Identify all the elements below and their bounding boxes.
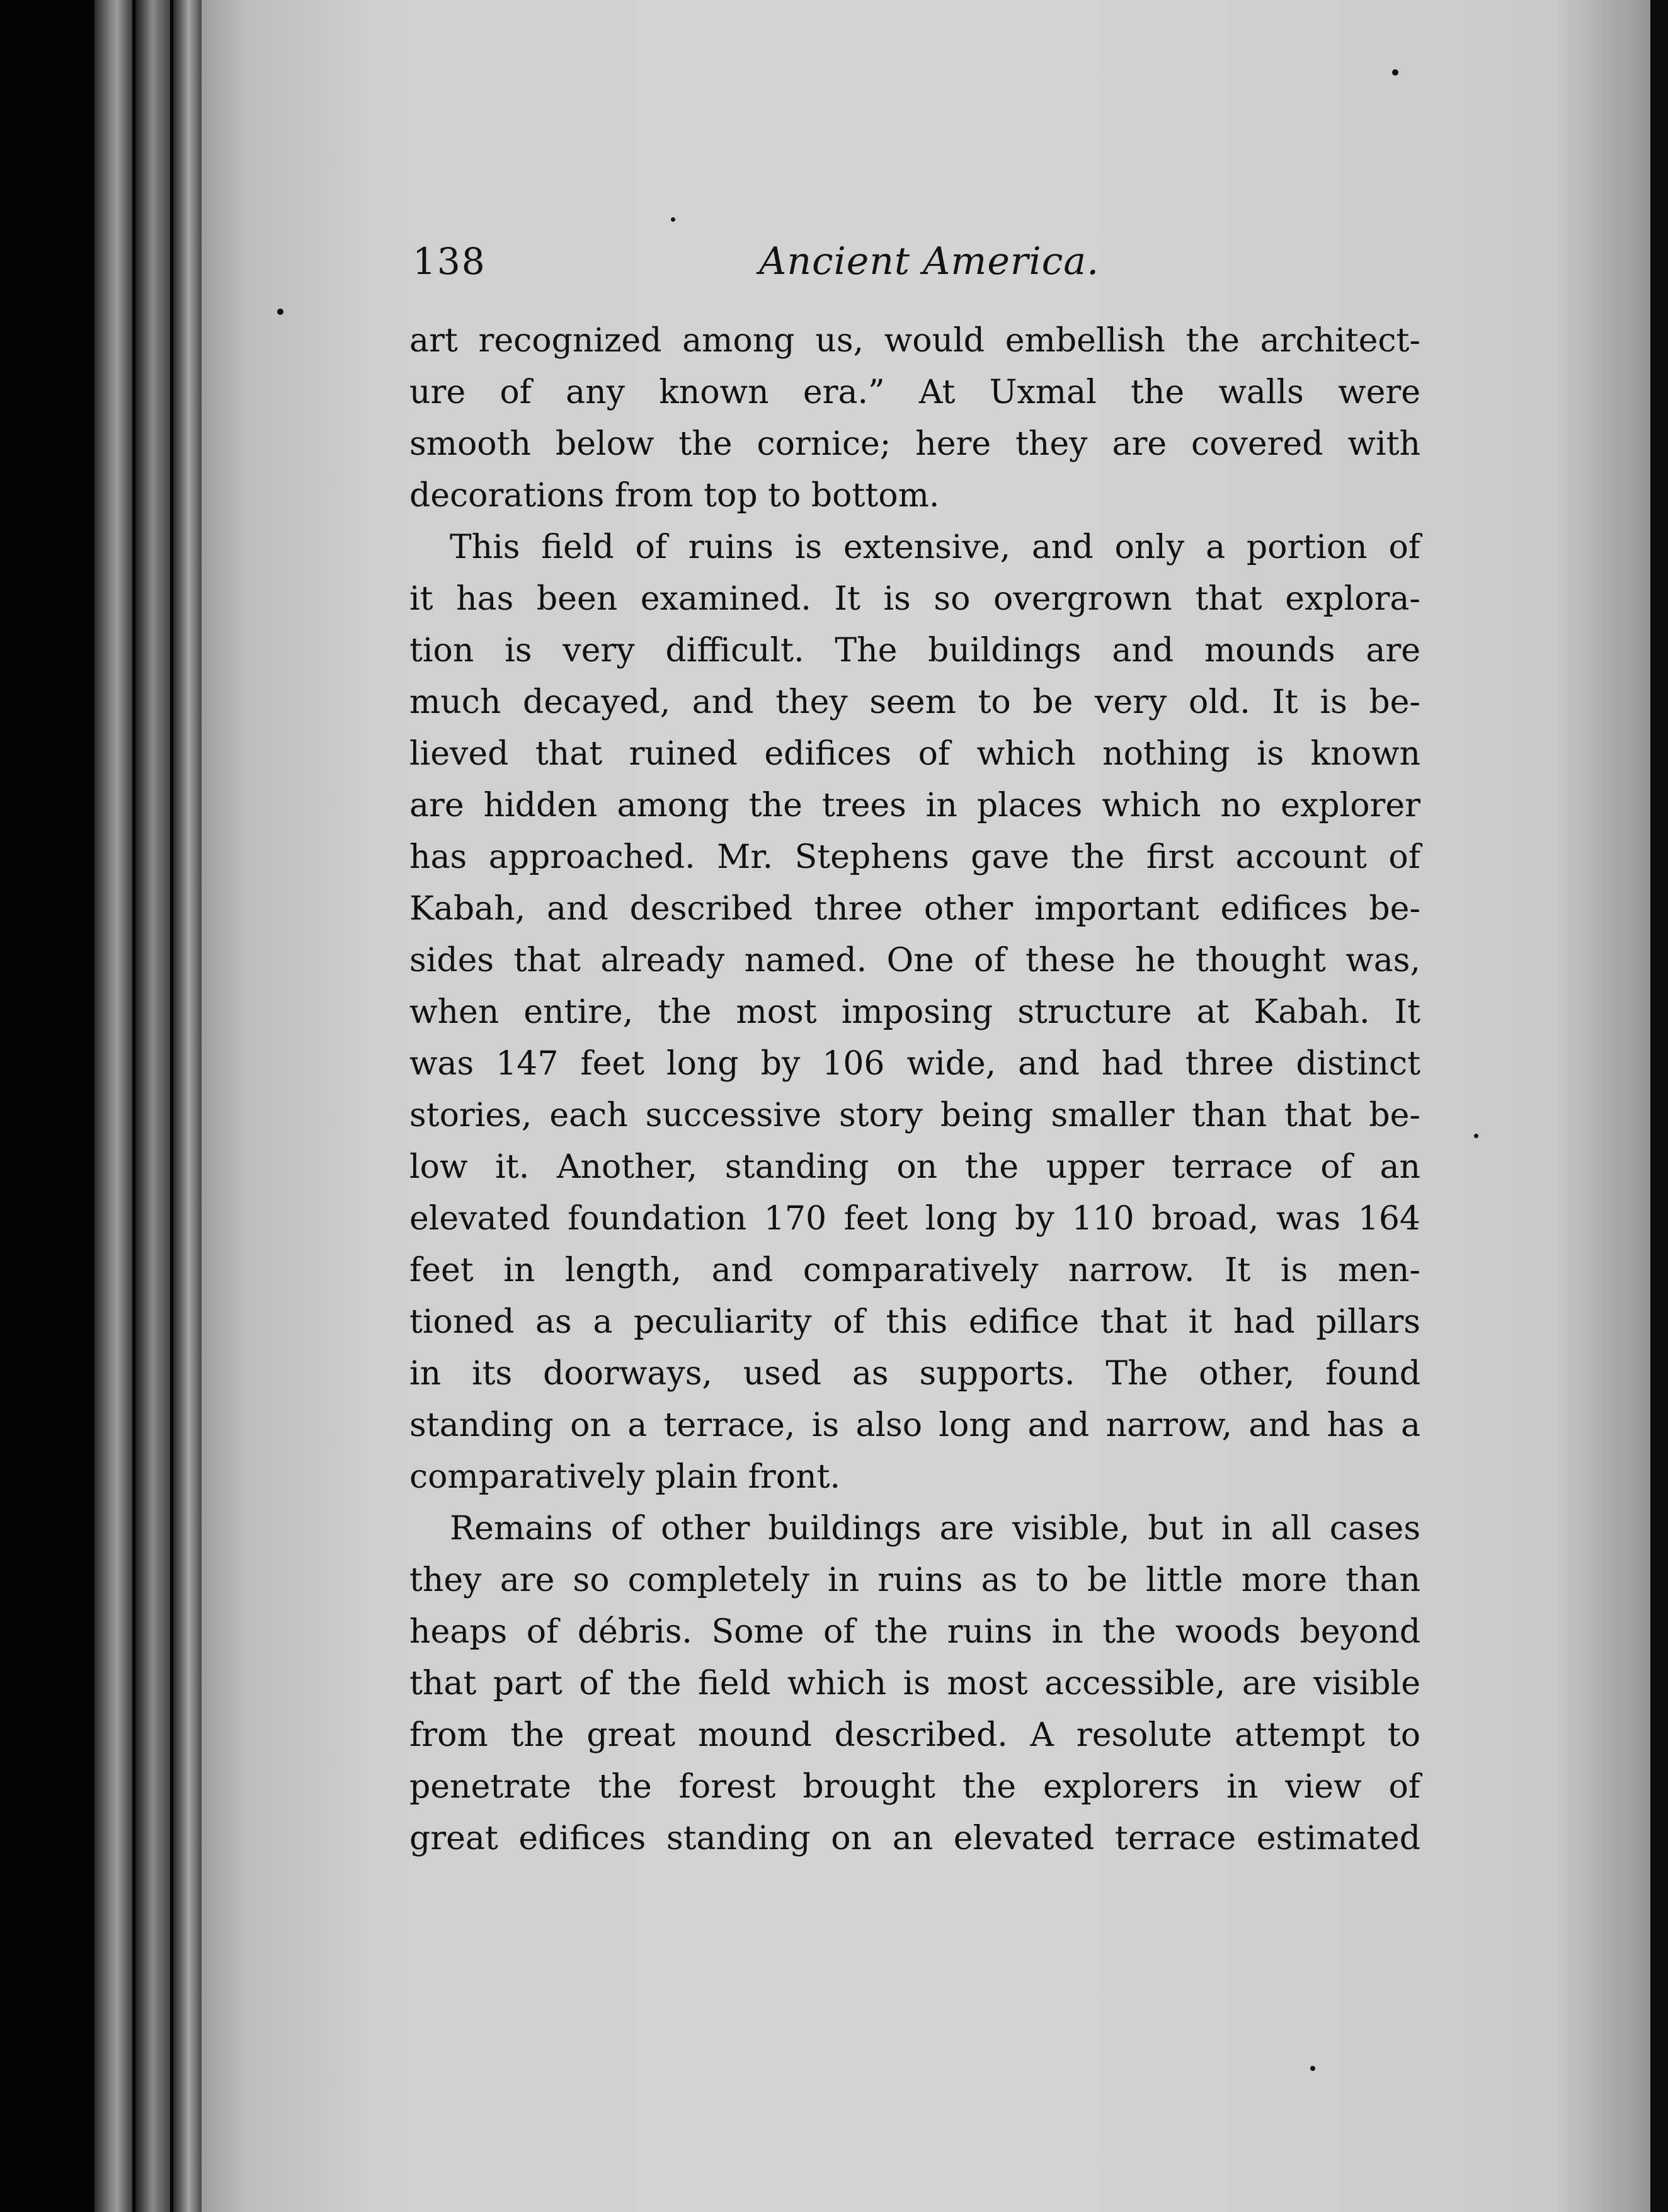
text-line: great edifices standing on an elevated terrace estimated [409, 1820, 1420, 1857]
text-line: sides that already named. One of these he thought was, [409, 942, 1420, 979]
running-title: Ancient America. [759, 239, 1100, 283]
text-line: low it. Another, standing on the upper terrace of an [409, 1148, 1420, 1186]
page-edge [94, 0, 132, 2212]
page-edge [135, 0, 170, 2212]
text-line: heaps of débris. Some of the ruins in the woods beyond [409, 1613, 1420, 1651]
text-line: elevated foundation 170 feet long by 110 broad, was 164 [409, 1200, 1420, 1238]
page-gutter-shadow [1650, 0, 1668, 2212]
text-line: smooth below the cornice; here they are covered with [409, 425, 1420, 463]
text-line: decorations from top to bottom. [409, 477, 940, 515]
text-line: standing on a terrace, is also long and narrow, and has a [409, 1406, 1420, 1444]
text-line: ure of any known era.” At Uxmal the walls were [409, 373, 1420, 411]
text-line: lieved that ruined edifices of which nothing is known [409, 735, 1420, 773]
scan-speck [671, 217, 675, 222]
text-line: they are so completely in ruins as to be little more than [409, 1561, 1420, 1599]
text-line: it has been examined. It is so overgrown that explora- [409, 580, 1420, 618]
text-line: much decayed, and they seem to be very old. It is be- [409, 683, 1420, 721]
text-line: stories, each successive story being smaller than that be- [409, 1097, 1420, 1134]
text-line: tion is very difficult. The buildings and mounds are [409, 632, 1420, 670]
scan-speck [1310, 2066, 1315, 2071]
text-line: comparatively plain front. [409, 1458, 840, 1496]
text-line: are hidden among the trees in places which no explorer [409, 787, 1420, 824]
scan-speck [1474, 1134, 1478, 1138]
text-line: art recognized among us, would embellish the architect- [409, 322, 1420, 360]
body-text [409, 315, 1420, 1864]
text-line: that part of the field which is most accessible, are visible [409, 1665, 1420, 1702]
text-line: was 147 feet long by 106 wide, and had three distinct [409, 1045, 1420, 1083]
page-edge [173, 0, 202, 2212]
text-line: Remains of other buildings are visible, but in all cases [450, 1510, 1420, 1548]
page-number: 138 [413, 240, 486, 283]
text-line: Kabah, and described three other important edifices be- [409, 890, 1420, 928]
text-line: has approached. Mr. Stephens gave the first account of [409, 838, 1420, 876]
text-line: feet in length, and comparatively narrow. It is men- [409, 1251, 1420, 1289]
text-line: This field of ruins is extensive, and only a portion of [450, 528, 1420, 566]
text-line: penetrate the forest brought the explorers in view of [409, 1768, 1420, 1806]
scan-speck [277, 309, 283, 315]
text-line: in its doorways, used as supports. The other, found [409, 1355, 1420, 1393]
scan-speck [1392, 69, 1398, 76]
text-line: from the great mound described. A resolute attempt to [409, 1716, 1420, 1754]
text-line: when entire, the most imposing structure at Kabah. It [409, 993, 1420, 1031]
text-line: tioned as a peculiarity of this edifice that it had pillars [409, 1303, 1420, 1341]
page-header [413, 230, 1483, 293]
